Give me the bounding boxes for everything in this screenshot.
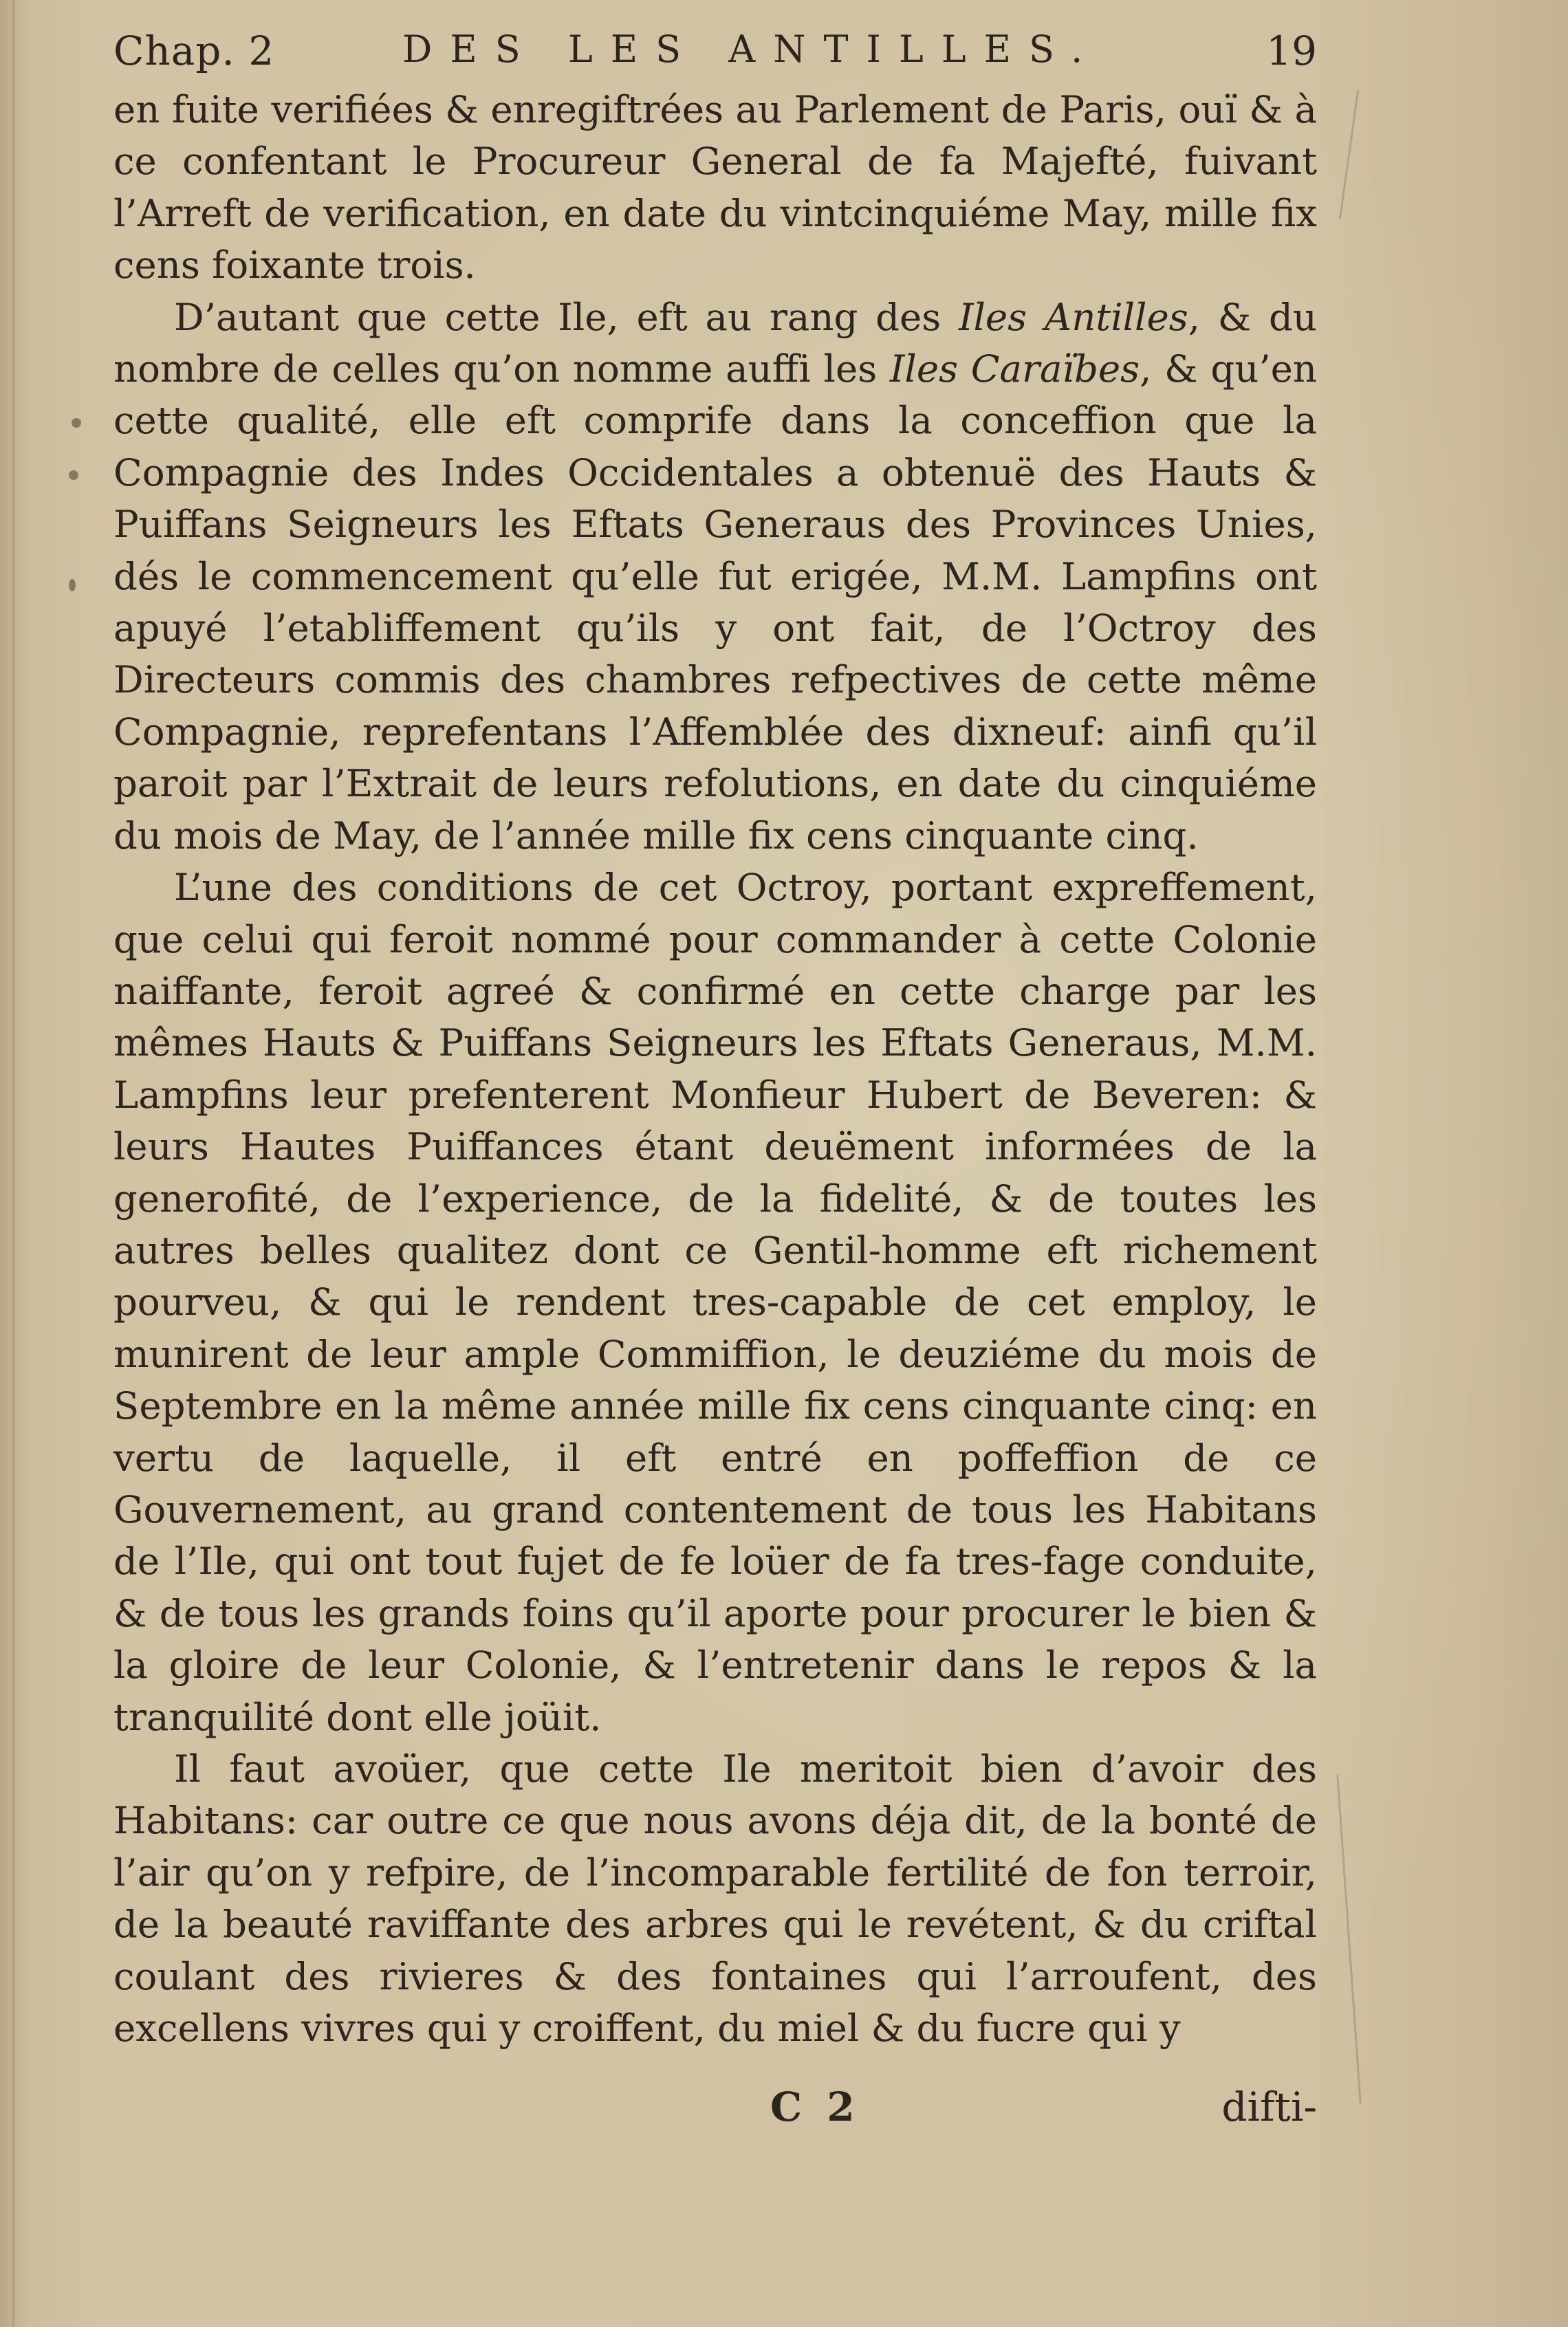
margin-ink-mark bbox=[69, 470, 78, 480]
text-run: D’autant que cette Ile, eft au rang des bbox=[174, 294, 959, 339]
signature-mark: C 2 bbox=[770, 2084, 860, 2130]
page-footer bbox=[113, 2084, 1317, 2139]
gutter-edge bbox=[12, 0, 14, 2327]
text-run: L’une des conditions de cet Octroy, portant expreffement, que celui qui feroit nommé pour commander à cette Colonie naiffante, feroit agreé & confirmé en cette charge par les mêmes Hauts & Puiffans Seigneurs les Eftats Generaus, M.M. Lampfins leur prefenterent Monfieur Hubert de Beveren: & leurs Hautes Puiffances étant deuëment informées de la generofité, de l’experience, de la fidelité, & de toutes les autres belles qualitez dont ce Gentil-homme eft richement pourveu, & qui le rendent tres-capable de cet employ, le munirent de leur ample Commiffion, le deuziéme du mois de Septembre en la même année mille fix cens cinquante cinq: en vertu de laquelle, il eft entré en poffeffion de ce Gouvernement, au grand contentement de tous les Habitans de l’Ile, qui ont tout fujet de fe loüer de fa tres-fage conduite, & de tous les grands foins qu’il aporte pour procurer le bien & la gloire de leur Colonie, & l’entretenir dans le repos & la tranquilité dont elle joüit. bbox=[113, 865, 1317, 1739]
paragraph bbox=[113, 84, 1317, 292]
text-run: , & du nombre de celles qu’on nomme auffi les bbox=[113, 294, 1317, 391]
margin-pencil-mark bbox=[1339, 90, 1359, 220]
paragraph bbox=[113, 862, 1317, 1743]
chapter-label: Chap. 2 bbox=[113, 28, 275, 74]
paragraph bbox=[113, 292, 1317, 862]
margin-ink-mark bbox=[69, 579, 76, 591]
italic-place-name: Iles Antilles bbox=[958, 294, 1188, 339]
margin-pencil-mark bbox=[1336, 1774, 1361, 2104]
body-text bbox=[113, 84, 1317, 2054]
page-number: 19 bbox=[1266, 28, 1317, 74]
margin-ink-mark bbox=[72, 418, 81, 428]
text-run: Il faut avoüer, que cette Ile meritoit bien d’avoir des Habitans: car outre ce que nous avons déja dit, de la bonté de l’air qu’on y refpire, de l’incomparable fertilité de fon terroir, de la beauté raviffante des arbres qui le revétent, & du criftal coulant des rivieres & des fontaines qui l’arroufent, des excellens vivres qui y croiffent, du miel & du fucre qui y bbox=[113, 1747, 1317, 2051]
text-run: en fuite verifiées & enregiftrées au Parlement de Paris, ouï & à ce confentant le Procureur General de fa Majefté, fuivant l’Arreft de verification, en date du vintcinquiéme May, mille fix cens foixante trois. bbox=[113, 87, 1317, 287]
running-head bbox=[113, 28, 1317, 83]
catchword: difti- bbox=[1221, 2084, 1317, 2130]
running-title: DES LES ANTILLES. bbox=[402, 28, 1101, 71]
italic-place-name: Iles Caraïbes bbox=[889, 347, 1140, 391]
paragraph bbox=[113, 1743, 1317, 2054]
text-run: , & qu’en cette qualité, elle eft comprife dans la conceffion que la Compagnie des Indes Occidentales a obtenuë des Hauts & Puiffans Seigneurs les Eftats Generaus des Provinces Unies, dés le commencement qu’elle fut erigée, M.M. Lampfins ont apuyé l’etabliffement qu’ils y ont fait, de l’Octroy des Directeurs commis des chambres refpectives de cette même Compagnie, reprefentans l’Affemblée des dixneuf: ainfi qu’il paroit par l’Extrait de leurs refolutions, en date du cinquiéme du mois de May, de l’année mille fix cens cinquante cinq. bbox=[113, 347, 1317, 857]
